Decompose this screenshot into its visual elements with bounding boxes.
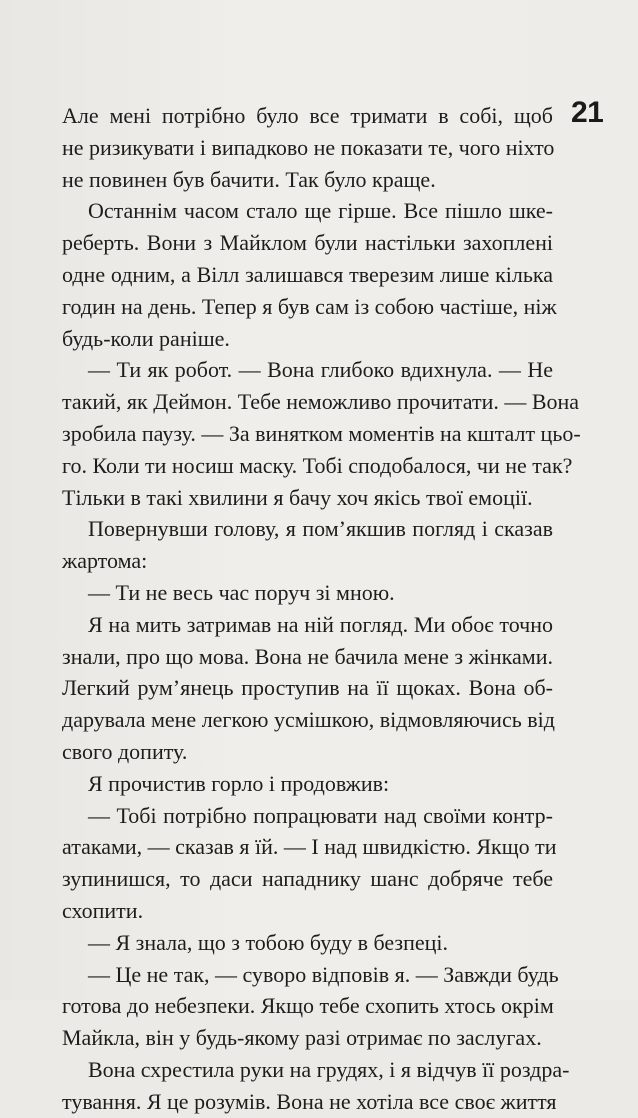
- text-line: будь-коли раніше.: [62, 325, 230, 351]
- text-line: схопити.: [62, 897, 144, 923]
- text-line: го. Коли ти носиш маску. Тобі сподобалося, чи не так?: [62, 452, 573, 478]
- text-line: Я прочистив горло і продовжив:: [88, 770, 390, 796]
- text-line: Останнім часом стало ще гірше. Все пішло шке-: [88, 198, 553, 224]
- paragraph: [62, 513, 553, 577]
- text-line: Легкий рум’янець проступив на її щоках. Вона об-: [62, 675, 553, 701]
- text-line: реберть. Вони з Майклом були настільки захоплені: [62, 230, 553, 256]
- text-line: дарувала мене легкою усмішкою, відмовляючись від: [62, 707, 555, 733]
- text-line: зробила паузу. — За винятком моментів на кшталт цьо-: [62, 420, 581, 446]
- text-line: — Я знала, що з тобою буду в безпеці.: [88, 929, 449, 955]
- page-number: 21: [571, 96, 604, 129]
- paragraph: [62, 577, 553, 609]
- text-line: — Ти не весь час поруч зі мною.: [88, 579, 395, 605]
- text-line: зупинишся, то даси нападнику шанс добряче тебе: [62, 866, 553, 892]
- paragraph: [62, 800, 557, 927]
- text-line: Вона схрестила руки на грудях, і я відчув її роздра-: [88, 1056, 570, 1082]
- text-line: Тільки в такі хвилини я бачу хоч якісь твої емоції.: [62, 484, 533, 510]
- text-line: тування. Я це розумів. Вона не хотіла все своє життя: [62, 1088, 557, 1114]
- paragraph: [62, 354, 581, 513]
- text-line: одне одним, а Вілл залишався тверезим лише кілька: [62, 261, 553, 287]
- paragraph: [62, 100, 553, 195]
- paragraph: [62, 927, 553, 959]
- paragraph: [62, 195, 557, 354]
- paragraph: [62, 959, 559, 1054]
- text-line: Майкла, він у будь-якому разі отримає по заслугах.: [62, 1025, 542, 1051]
- text-line: Але мені потрібно було все тримати в собі, щоб: [62, 103, 553, 128]
- text-line: — Тобі потрібно попрацювати над своїми контр-: [88, 802, 553, 828]
- text-line: — Ти як робот. — Вона глибоко вдихнула. — Не: [88, 357, 553, 383]
- text-line: не повинен був бачити. Так було краще.: [62, 166, 436, 192]
- text-line: Повернувши голову, я пом’якшив погляд і сказав: [88, 516, 553, 542]
- text-line: — Це не так, — суворо відповів я. — Завжди будь: [88, 961, 559, 987]
- text-line: готова до небезпеки. Якщо тебе схопить хтось окрім: [62, 993, 554, 1019]
- text-line: не ризикувати і випадково не показати те, чого ніхто: [62, 134, 555, 160]
- text-line: атаками, — сказав я їй. — І над швидкістю. Якщо ти: [62, 834, 557, 860]
- text-line: Я на мить затримав на ній погляд. Ми обоє точно: [88, 611, 553, 637]
- paragraph: [62, 1054, 570, 1118]
- text-line: знали, про що мова. Вона не бачила мене з жінками.: [62, 643, 553, 669]
- text-line: жартома:: [62, 548, 148, 574]
- paragraph: [62, 609, 553, 768]
- text-line: годин на день. Тепер я був сам із собою частіше, ніж: [62, 293, 557, 319]
- text-line: свого допиту.: [62, 738, 188, 764]
- paragraph: [62, 768, 553, 800]
- text-line: такий, як Деймон. Тебе неможливо прочитати. — Вона: [62, 389, 580, 415]
- body-text: [62, 100, 581, 1118]
